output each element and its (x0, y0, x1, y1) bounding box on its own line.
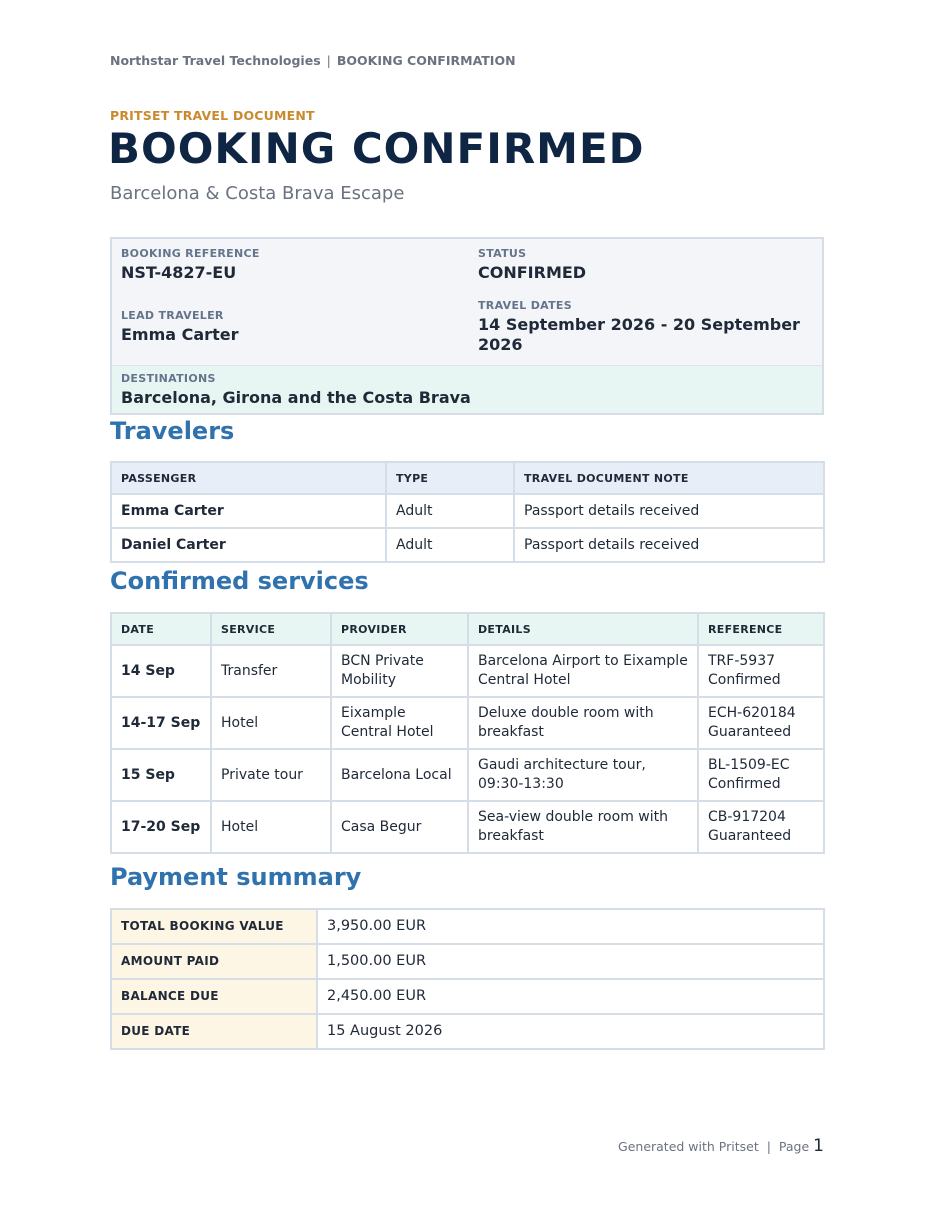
table-row (111, 979, 824, 1014)
payment-label: DUE DATE (111, 1014, 317, 1049)
column-header: PROVIDER (331, 613, 468, 645)
service-details: Barcelona Airport to Eixample Central Hotel (468, 645, 698, 697)
table-row (111, 944, 824, 979)
service-reference: ECH-620184 Guaranteed (698, 697, 824, 749)
travelers-heading: Travelers (110, 417, 235, 445)
service-date: 14-17 Sep (111, 697, 211, 749)
payment-label: AMOUNT PAID (111, 944, 317, 979)
booking-reference-label: BOOKING REFERENCE (121, 247, 260, 260)
booking-reference-field (121, 247, 461, 283)
service-provider: Casa Begur (331, 801, 468, 853)
column-header: TRAVEL DOCUMENT NOTE (514, 462, 824, 494)
service-date: 14 Sep (111, 645, 211, 697)
table-row (111, 801, 824, 853)
generated-note: Generated with Pritset (618, 1139, 759, 1154)
payment-label: BALANCE DUE (111, 979, 317, 1014)
table-row (111, 528, 824, 562)
column-header: SERVICE (211, 613, 331, 645)
payment-summary-table (110, 908, 825, 1050)
service-provider: Barcelona Local (331, 749, 468, 801)
service-date: 15 Sep (111, 749, 211, 801)
services-table (110, 612, 825, 854)
destinations-field (121, 372, 811, 408)
service-provider: BCN Private Mobility (331, 645, 468, 697)
table-row (111, 697, 824, 749)
payment-label: TOTAL BOOKING VALUE (111, 909, 317, 944)
table-row (111, 1014, 824, 1049)
company-name: Northstar Travel Technologies (110, 53, 321, 68)
destinations-value: Barcelona, Girona and the Costa Brava (121, 388, 471, 407)
passenger-name: Daniel Carter (111, 528, 386, 562)
status-label: STATUS (478, 247, 527, 260)
column-header: PASSENGER (111, 462, 386, 494)
page-number: 1 (813, 1136, 824, 1156)
service-reference: BL-1509-EC Confirmed (698, 749, 824, 801)
payment-value: 2,450.00 EUR (317, 979, 824, 1014)
page-title: BOOKING CONFIRMED (108, 124, 645, 173)
document-type: BOOKING CONFIRMATION (336, 53, 516, 68)
service-type: Transfer (211, 645, 331, 697)
trip-subtitle: Barcelona & Costa Brava Escape (110, 183, 405, 204)
payment-value: 15 August 2026 (317, 1014, 824, 1049)
services-heading: Confirmed services (110, 567, 369, 595)
lead-traveler-field (121, 309, 461, 345)
passenger-type: Adult (386, 494, 514, 528)
passenger-type: Adult (386, 528, 514, 562)
table-row (111, 645, 824, 697)
document-note: Passport details received (514, 494, 824, 528)
column-header: DATE (111, 613, 211, 645)
service-type: Hotel (211, 801, 331, 853)
table-row (111, 749, 824, 801)
service-details: Deluxe double room with breakfast (468, 697, 698, 749)
payment-value: 3,950.00 EUR (317, 909, 824, 944)
column-header: DETAILS (468, 613, 698, 645)
service-provider: Eixample Central Hotel (331, 697, 468, 749)
service-details: Sea-view double room with breakfast (468, 801, 698, 853)
travel-dates-field (478, 299, 813, 355)
destinations-row (112, 365, 822, 413)
services-header-row (111, 613, 824, 645)
header-separator: | (326, 53, 331, 68)
booking-reference-value: NST-4827-EU (121, 263, 237, 282)
booking-summary (110, 237, 824, 415)
service-reference: CB-917204 Guaranteed (698, 801, 824, 853)
travel-dates-value: 14 September 2026 - 20 September 2026 (478, 315, 800, 354)
passenger-name: Emma Carter (111, 494, 386, 528)
payment-value: 1,500.00 EUR (317, 944, 824, 979)
column-header: TYPE (386, 462, 514, 494)
payment-heading: Payment summary (110, 863, 362, 891)
page-footer (618, 1136, 824, 1156)
document-note: Passport details received (514, 528, 824, 562)
table-row (111, 909, 824, 944)
lead-traveler-value: Emma Carter (121, 325, 239, 344)
document-eyebrow: PRITSET TRAVEL DOCUMENT (110, 108, 315, 123)
lead-traveler-label: LEAD TRAVELER (121, 309, 224, 322)
travel-dates-label: TRAVEL DATES (478, 299, 572, 312)
service-type: Hotel (211, 697, 331, 749)
destinations-label: DESTINATIONS (121, 372, 216, 385)
service-details: Gaudi architecture tour, 09:30-13:30 (468, 749, 698, 801)
service-reference: TRF-5937 Confirmed (698, 645, 824, 697)
service-type: Private tour (211, 749, 331, 801)
status-field (478, 247, 818, 283)
travelers-header-row (111, 462, 824, 494)
service-date: 17-20 Sep (111, 801, 211, 853)
page-label: Page (778, 1139, 810, 1154)
footer-separator: | (766, 1139, 771, 1154)
page-header (110, 53, 516, 68)
table-row (111, 494, 824, 528)
status-value: CONFIRMED (478, 263, 587, 282)
column-header: REFERENCE (698, 613, 824, 645)
travelers-table (110, 461, 825, 563)
